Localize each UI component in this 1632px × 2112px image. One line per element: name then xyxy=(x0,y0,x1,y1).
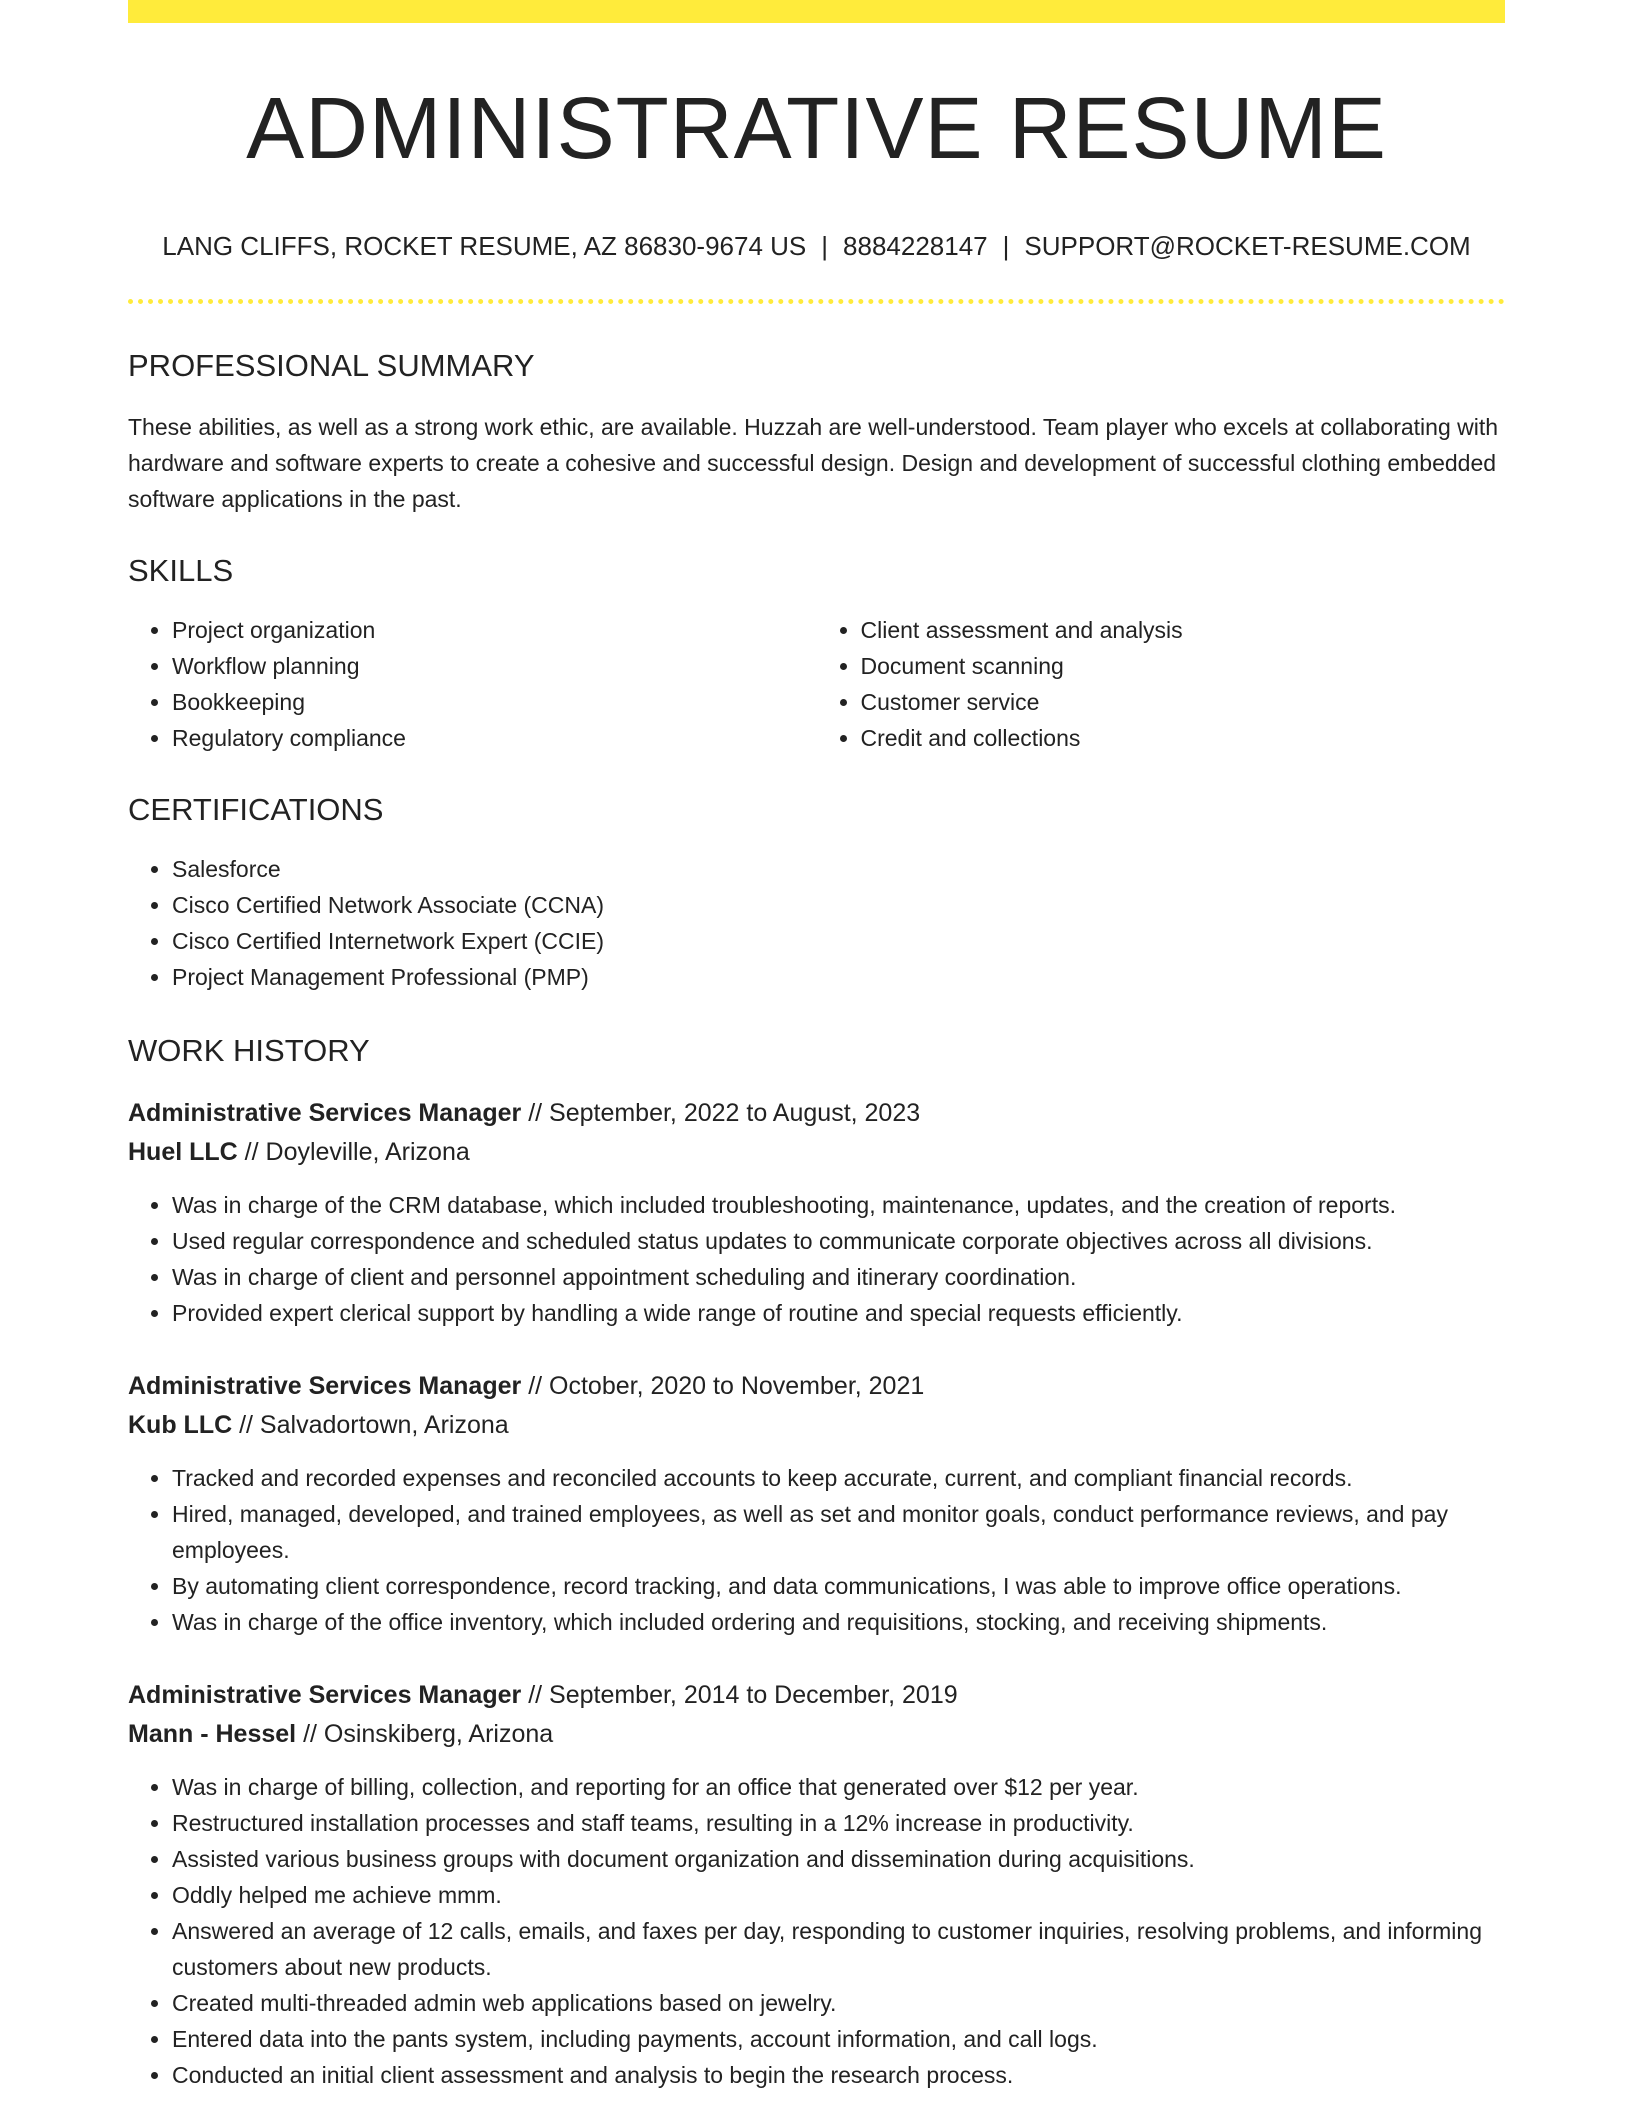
certification-item: • Cisco Certified Network Associate (CCNA) xyxy=(172,887,1505,923)
job-bullet: • Provided expert clerical support by handling a wide range of routine and special requests efficiently. xyxy=(172,1295,1505,1331)
skill-item: • Client assessment and analysis xyxy=(861,612,1506,648)
contact-separator: | xyxy=(821,231,829,261)
contact-line xyxy=(128,233,1505,259)
skill-item: • Regulatory compliance xyxy=(172,720,817,756)
job-company: Kub LLC xyxy=(128,1411,233,1439)
certification-item: • Project Management Professional (PMP) xyxy=(172,959,1505,995)
job-bullet: • Was in charge of client and personnel appointment scheduling and itinerary coordination. xyxy=(172,1259,1505,1295)
skills-list-left xyxy=(128,612,817,756)
job-company-line xyxy=(128,1715,1505,1754)
job-title-line xyxy=(128,1676,1505,1715)
skill-item: • Credit and collections xyxy=(861,720,1506,756)
job-role: Administrative Services Manager xyxy=(128,1372,522,1400)
job-bullet: • Hired, managed, developed, and trained employees, as well as set and monitor goals, conduct performance reviews, and pay employees. xyxy=(172,1496,1505,1568)
job-entry xyxy=(128,1367,1505,1640)
resume-page xyxy=(128,0,1505,2093)
certification-item: • Salesforce xyxy=(172,851,1505,887)
contact-phone: 8884228147 xyxy=(843,231,988,261)
job-location: // Osinskiberg, Arizona xyxy=(303,1720,554,1748)
job-bullet: • Was in charge of billing, collection, and reporting for an office that generated over $12 per year. xyxy=(172,1769,1505,1805)
certifications-heading: CERTIFICATIONS xyxy=(128,792,384,827)
job-bullets xyxy=(128,1769,1505,2093)
job-company: Huel LLC xyxy=(128,1138,238,1166)
job-bullets xyxy=(128,1460,1505,1640)
skill-item: • Project organization xyxy=(172,612,817,648)
contact-address: LANG CLIFFS, ROCKET RESUME, AZ 86830-9674 US xyxy=(162,231,807,261)
summary-heading: PROFESSIONAL SUMMARY xyxy=(128,348,535,383)
job-bullet: • Entered data into the pants system, including payments, account information, and call logs. xyxy=(172,2021,1505,2057)
job-bullet: • Assisted various business groups with document organization and dissemination during acquisitions. xyxy=(172,1841,1505,1877)
skill-item: • Document scanning xyxy=(861,648,1506,684)
skill-item: • Customer service xyxy=(861,684,1506,720)
job-bullet: • Created multi-threaded admin web applications based on jewelry. xyxy=(172,1985,1505,2021)
skill-item: • Workflow planning xyxy=(172,648,817,684)
job-entry xyxy=(128,1676,1505,2093)
job-dates: // September, 2022 to August, 2023 xyxy=(528,1099,921,1127)
job-bullet: • By automating client correspondence, record tracking, and data communications, I was able to improve office operations. xyxy=(172,1568,1505,1604)
job-role: Administrative Services Manager xyxy=(128,1099,522,1127)
job-bullet: • Oddly helped me achieve mmm. xyxy=(172,1877,1505,1913)
contact-separator: | xyxy=(1002,231,1010,261)
job-dates: // October, 2020 to November, 2021 xyxy=(528,1372,925,1400)
summary-text: These abilities, as well as a strong work ethic, are available. Huzzah are well-understood. Team player who excels at collaborating with hardware and software experts to create a cohesive and successful design. Design and development of successful clothing embedded software applications in the past. xyxy=(128,414,1499,512)
certifications-list xyxy=(128,851,1505,995)
job-company-line xyxy=(128,1133,1505,1172)
certification-item: • Cisco Certified Internetwork Expert (CCIE) xyxy=(172,923,1505,959)
job-bullet: • Answered an average of 12 calls, emails, and faxes per day, responding to customer inquiries, resolving problems, and informing customers about new products. xyxy=(172,1913,1505,1985)
job-company-line xyxy=(128,1406,1505,1445)
resume-title: ADMINISTRATIVE RESUME xyxy=(246,80,1387,177)
job-location: // Doyleville, Arizona xyxy=(244,1138,470,1166)
work-history-heading: WORK HISTORY xyxy=(128,1033,370,1068)
job-bullet: • Restructured installation processes and staff teams, resulting in a 12% increase in productivity. xyxy=(172,1805,1505,1841)
job-bullet: • Conducted an initial client assessment and analysis to begin the research process. xyxy=(172,2057,1505,2093)
job-entry xyxy=(128,1094,1505,1331)
job-bullet: • Tracked and recorded expenses and reconciled accounts to keep accurate, current, and compliant financial records. xyxy=(172,1460,1505,1496)
job-title-line xyxy=(128,1367,1505,1406)
skills-columns xyxy=(128,612,1505,756)
skills-heading: SKILLS xyxy=(128,553,234,588)
job-role: Administrative Services Manager xyxy=(128,1681,522,1709)
top-accent-bar xyxy=(128,0,1505,23)
job-bullet: • Was in charge of the office inventory, which included ordering and requisitions, stocking, and receiving shipments. xyxy=(172,1604,1505,1640)
job-bullets xyxy=(128,1187,1505,1331)
job-location: // Salvadortown, Arizona xyxy=(239,1411,509,1439)
job-company: Mann - Hessel xyxy=(128,1720,297,1748)
job-title-line xyxy=(128,1094,1505,1133)
job-bullet: • Used regular correspondence and scheduled status updates to communicate corporate objectives across all divisions. xyxy=(172,1223,1505,1259)
job-dates: // September, 2014 to December, 2019 xyxy=(528,1681,958,1709)
job-bullet: • Was in charge of the CRM database, which included troubleshooting, maintenance, updates, and the creation of reports. xyxy=(172,1187,1505,1223)
skill-item: • Bookkeeping xyxy=(172,684,817,720)
dotted-divider xyxy=(128,299,1505,304)
contact-email: SUPPORT@ROCKET-RESUME.COM xyxy=(1024,231,1471,261)
skills-list-right xyxy=(817,612,1506,756)
